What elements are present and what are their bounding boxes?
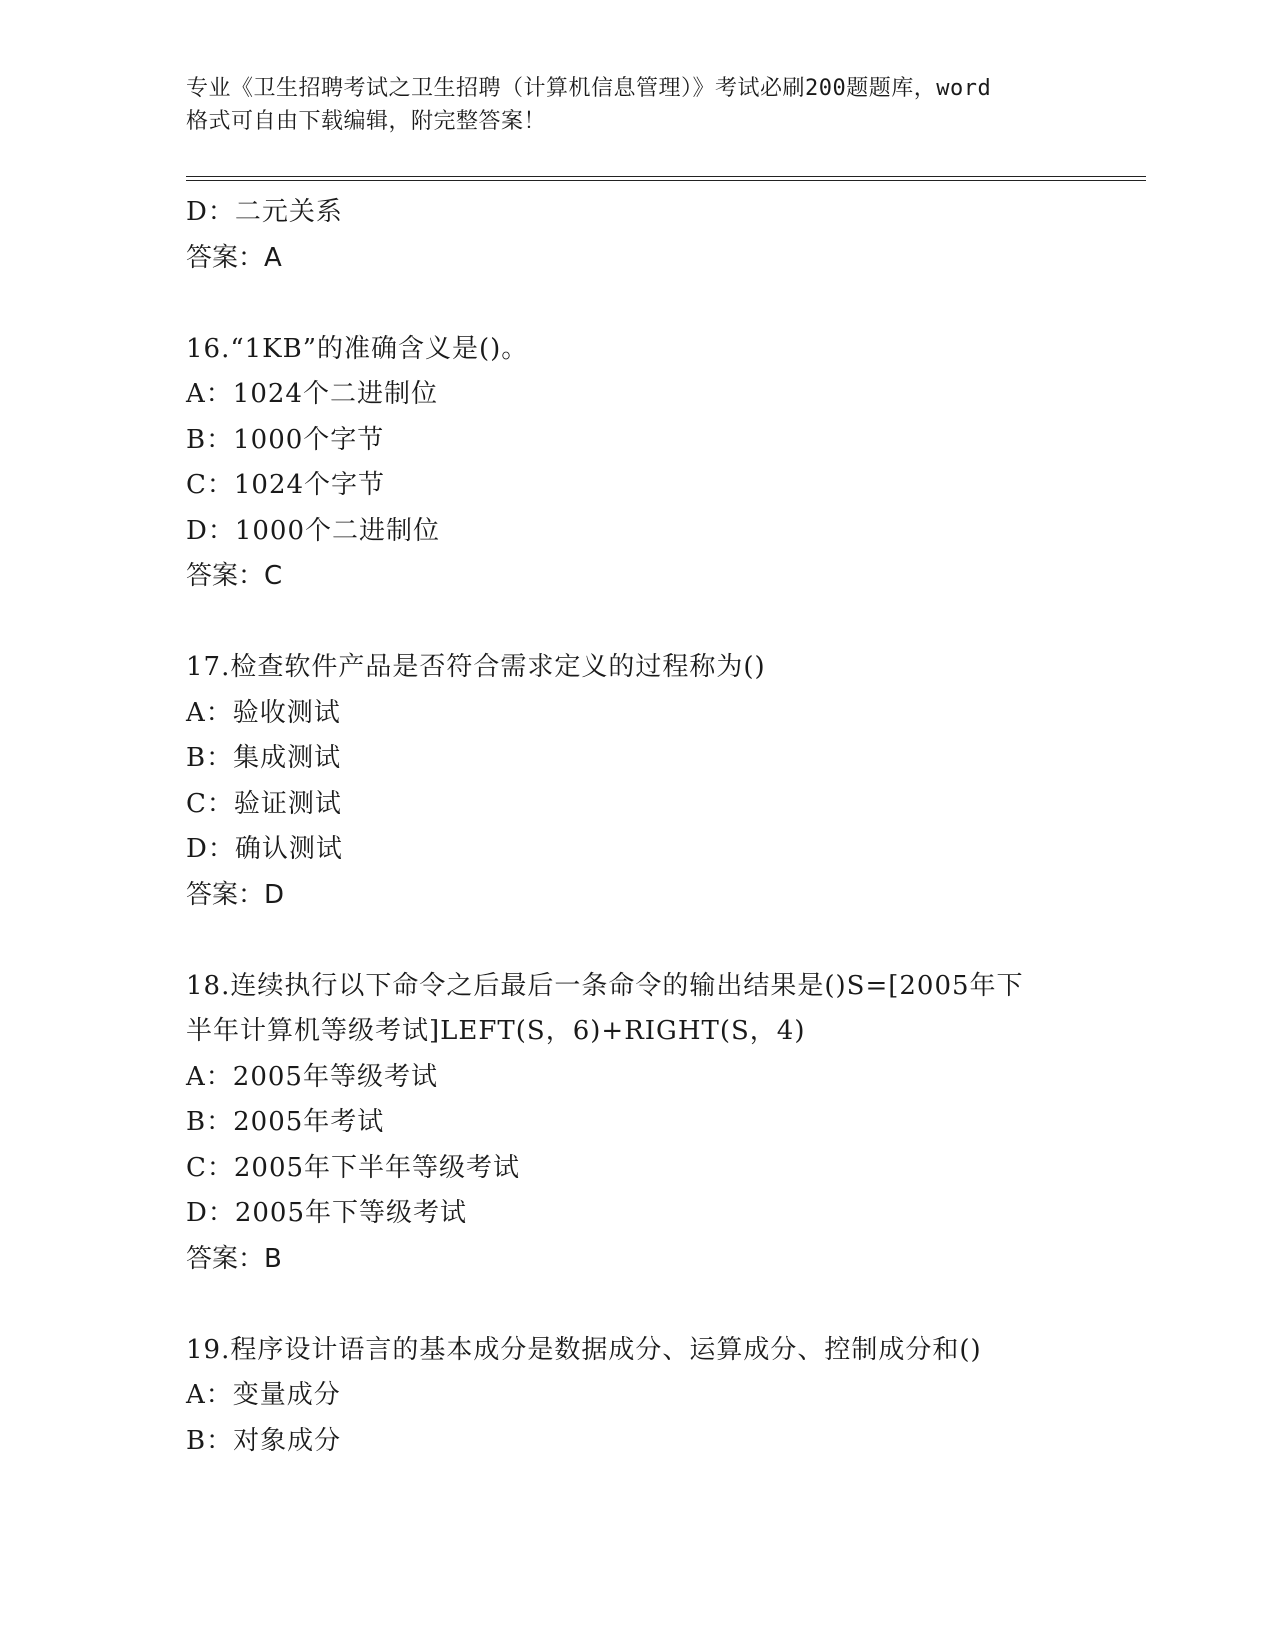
- answer-line: 答案：B: [186, 1243, 282, 1274]
- question-stem-line-2: 半年计算机等级考试]LEFT(S，6)+RIGHT(S，4): [186, 1016, 806, 1046]
- header-divider: [186, 176, 1146, 181]
- option-d: D：确认测试: [186, 834, 343, 864]
- question-17: [186, 645, 1146, 918]
- option-a: A：1024个二进制位: [186, 379, 438, 409]
- question-stem: 19.程序设计语言的基本成分是数据成分、运算成分、控制成分和(): [186, 1334, 982, 1365]
- question-18: [186, 964, 1146, 1283]
- header-line-2: 格式可自由下载编辑，附完整答案！: [186, 109, 547, 134]
- option-d: D：1000个二进制位: [186, 515, 441, 546]
- question-stem-line-1: 18.连续执行以下命令之后最后一条命令的输出结果是()S=[2005年下: [186, 970, 1024, 1001]
- question-19: [186, 1328, 1146, 1465]
- option-a: A：变量成分: [186, 1380, 341, 1410]
- option-b: B：1000个字节: [186, 424, 385, 455]
- answer-line: 答案：D: [186, 879, 285, 910]
- option-c: C：1024个字节: [186, 470, 386, 500]
- question-16: [186, 327, 1146, 600]
- question-list: [186, 190, 1146, 1464]
- header-line-1: 专业《卫生招聘考试之卫生招聘（计算机信息管理）》考试必刷200题题库，word: [186, 76, 992, 101]
- option-a: A：2005年等级考试: [186, 1061, 438, 1092]
- answer-line: 答案：C: [186, 561, 283, 591]
- option-b: B：对象成分: [186, 1425, 342, 1456]
- option-b: B：集成测试: [186, 743, 342, 773]
- option-b: B：2005年考试: [186, 1107, 385, 1137]
- answer-line: 答案：A: [186, 242, 282, 273]
- option-d: D：2005年下等级考试: [186, 1198, 468, 1228]
- question-stem: 16.“1KB”的准确含义是()。: [186, 333, 529, 364]
- option-d: D：二元关系: [186, 197, 343, 227]
- option-c: C：验证测试: [186, 788, 342, 819]
- option-c: C：2005年下半年等级考试: [186, 1152, 521, 1183]
- document-header: [186, 72, 1086, 138]
- question-stem: 17.检查软件产品是否符合需求定义的过程称为(): [186, 652, 766, 682]
- option-a: A：验收测试: [186, 697, 341, 728]
